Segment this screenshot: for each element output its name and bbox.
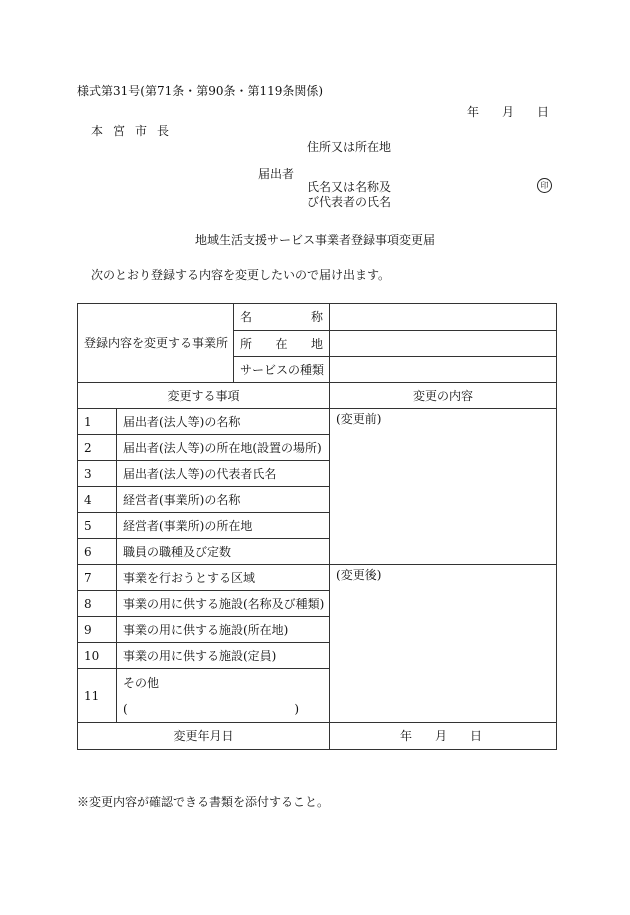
office-field-name-char: 名 (240, 310, 253, 324)
change-before-label: (変更前) (336, 412, 382, 426)
item-other-parens (123, 702, 299, 716)
applicant-role-label: 届出者 (258, 167, 295, 181)
office-address-value[interactable] (330, 331, 557, 357)
addressee-char: 市 (134, 124, 147, 138)
seal-mark: 印 (537, 178, 552, 193)
date-month-label: 月 (501, 105, 514, 119)
change-date-value[interactable] (330, 723, 557, 750)
attachment-note: ※変更内容が確認できる書類を添付すること。 (77, 795, 330, 809)
intro-text: 次のとおり登録する内容を変更したいので届け出ます。 (91, 268, 391, 282)
item-number: 10 (78, 643, 117, 669)
office-field-address-char: 地 (310, 336, 323, 351)
item-label: 事業の用に供する施設(所在地) (117, 617, 330, 643)
office-label: 登録内容を変更する事業所 (78, 304, 234, 383)
change-form-table (77, 303, 557, 750)
item-label: 事業を行おうとする区域 (117, 565, 330, 591)
item-label: 届出者(法人等)の代表者氏名 (117, 461, 330, 487)
addressee-char: 長 (156, 124, 169, 138)
item-other[interactable] (117, 669, 330, 723)
item-number: 5 (78, 513, 117, 539)
item-number: 9 (78, 617, 117, 643)
office-field-address-char: 所 (240, 336, 253, 351)
item-number: 4 (78, 487, 117, 513)
form-number: 様式第31号(第71条・第90条・第119条関係) (77, 84, 324, 98)
item-number: 7 (78, 565, 117, 591)
item-number: 3 (78, 461, 117, 487)
office-field-name-char: 称 (311, 310, 324, 324)
change-after-cell[interactable] (330, 565, 557, 723)
address-label: 住所又は所在地 (307, 140, 392, 154)
change-date-label: 変更年月日 (78, 723, 330, 750)
office-field-address-label (234, 331, 330, 357)
name-label-line1: 氏名又は名称及 (307, 180, 392, 194)
item-label: 経営者(事業所)の名称 (117, 487, 330, 513)
item-label: 事業の用に供する施設(名称及び種類) (117, 591, 330, 617)
date-year-label: 年 (467, 105, 480, 119)
change-items-header: 変更する事項 (78, 383, 330, 409)
paren-close: ) (294, 701, 299, 716)
name-label-line2: び代表者の氏名 (307, 195, 392, 209)
item-number: 11 (78, 669, 117, 723)
date-day-label: 日 (536, 105, 549, 119)
office-field-address-char: 在 (275, 336, 288, 351)
change-after-label: (変更後) (336, 568, 382, 582)
document-title: 地域生活支援サービス事業者登録事項変更届 (195, 233, 436, 247)
item-number: 2 (78, 435, 117, 461)
item-number: 6 (78, 539, 117, 565)
addressee (91, 124, 169, 138)
item-number: 1 (78, 409, 117, 435)
office-service-type-value[interactable] (330, 357, 557, 383)
item-label: 経営者(事業所)の所在地 (117, 513, 330, 539)
item-number: 8 (78, 591, 117, 617)
change-content-header: 変更の内容 (330, 383, 557, 409)
change-date-month: 月 (435, 729, 448, 743)
item-label: 届出者(法人等)の所在地(設置の場所) (117, 435, 330, 461)
change-date-year: 年 (400, 729, 413, 743)
change-date-day: 日 (469, 729, 482, 743)
submission-date (467, 105, 549, 119)
office-field-name-label (234, 304, 330, 331)
item-label: 職員の職種及び定数 (117, 539, 330, 565)
item-label: 事業の用に供する施設(定員) (117, 643, 330, 669)
change-before-cell[interactable] (330, 409, 557, 565)
paren-open: ( (123, 701, 128, 716)
office-field-service-type-label: サービスの種類 (234, 357, 330, 383)
item-label: 届出者(法人等)の名称 (117, 409, 330, 435)
item-other-label: その他 (123, 675, 160, 690)
addressee-char: 本 (91, 124, 104, 138)
office-name-value[interactable] (330, 304, 557, 331)
addressee-char: 宮 (112, 124, 125, 138)
